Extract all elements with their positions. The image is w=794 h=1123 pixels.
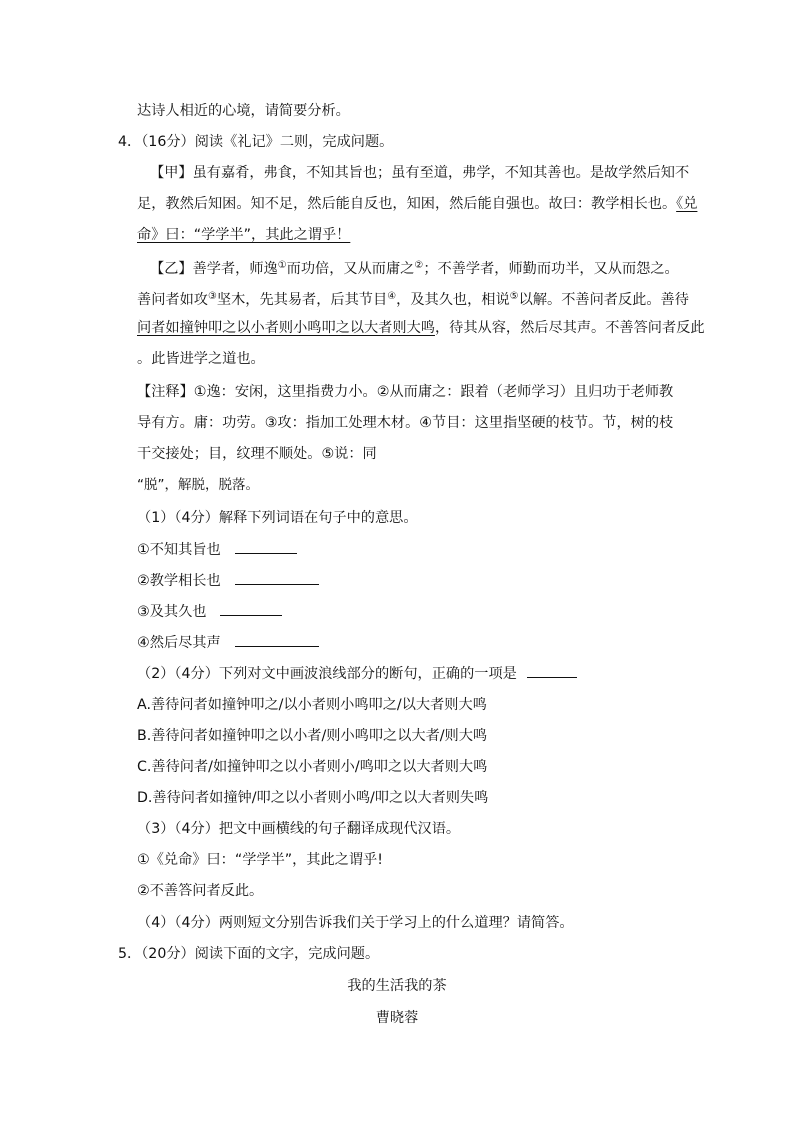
yi-text: 善待 bbox=[660, 292, 689, 308]
sub2-option-b: B.善待问者如撞钟叩之以小者/则小鸣叩之以大者/则大鸣 bbox=[137, 728, 488, 744]
sub4-stem: （4）（4分）两则短文分别告诉我们关于学习上的什么道理？请简答。 bbox=[137, 915, 574, 931]
yi-text: 而功倍，又从而庸之 bbox=[286, 261, 415, 277]
notes-line-1: 【注释】①逸：安闲，这里指费力小。②从而庸之：跟着（老师学习）且归功于老师教 bbox=[137, 384, 674, 400]
sub1-item bbox=[137, 601, 282, 622]
answer-blank[interactable] bbox=[235, 539, 297, 554]
q4-header: 4．（16分）阅读《礼记》二则，完成问题。 bbox=[118, 134, 394, 150]
yi-text: 善问者如攻 bbox=[137, 292, 208, 308]
yi-text: 【乙】善学者，师逸 bbox=[150, 261, 278, 277]
jia-line-3 bbox=[137, 225, 350, 245]
jia-underlined-quote-end: 命》曰：“学学半”，其此之谓乎！ bbox=[137, 227, 351, 243]
yi-text: ，及其久也，相说 bbox=[396, 292, 510, 308]
note-marker-3: ③ bbox=[207, 291, 217, 302]
sub2-stem bbox=[137, 663, 577, 684]
sub3-item-1: ①《兑命》曰：“学学半”，其此之谓乎! bbox=[137, 852, 383, 868]
yi-line-4: 。此皆进学之道也。 bbox=[137, 351, 265, 367]
jia-line-1: 【甲】虽有嘉肴，弗食，不知其旨也；虽有至道，弗学，不知其善也。是故学然后知不 bbox=[150, 165, 690, 181]
sub1-item-text: ③及其久也 bbox=[137, 604, 207, 620]
jia-line-2-text: 足，教然后知困。知不足，然后能自反也，知困，然后能自强也。故曰：教学相长也。 bbox=[137, 196, 677, 212]
sub2-stem-text: （2）（4分）下列对文中画波浪线部分的断句，正确的一项是 bbox=[137, 666, 517, 682]
sub3-stem: （3）（4分）把文中画横线的句子翻译成现代汉语。 bbox=[137, 821, 461, 837]
sub1-item bbox=[137, 539, 297, 560]
yi-line-2 bbox=[137, 287, 689, 310]
yi-text: 以解。 bbox=[518, 292, 562, 308]
yi-text: 坚木，先其易者，后其节目 bbox=[216, 292, 388, 308]
answer-blank[interactable] bbox=[235, 570, 319, 585]
yi-line-3 bbox=[137, 318, 705, 338]
sub1-stem: （1）（4分）解释下列词语在句子中的意思。 bbox=[137, 510, 418, 526]
sub1-item-text: ②教学相长也 bbox=[137, 573, 221, 589]
yi-text: ；不善学者，师勤而功半，又从而怨之。 bbox=[423, 261, 679, 277]
jia-underlined-quote-start: 《兑 bbox=[676, 196, 698, 212]
sub1-item-text: ①不知其旨也 bbox=[137, 542, 221, 558]
notes-line-4: “脱”，解脱，脱落。 bbox=[137, 477, 259, 493]
answer-blank[interactable] bbox=[220, 601, 282, 616]
sub1-item bbox=[137, 570, 319, 591]
q3-tail-line: 达诗人相近的心境，请简要分析。 bbox=[137, 103, 350, 119]
yi-line-1 bbox=[150, 256, 679, 279]
sub1-item bbox=[137, 632, 319, 653]
notes-line-2: 导有方。庸：功劳。③攻：指加工处理木材。④节目：这里指坚硬的枝节。节，树的枝 bbox=[137, 415, 674, 431]
q5-header: 5．（20分）阅读下面的文字，完成问题。 bbox=[118, 946, 380, 962]
note-marker-5: ⑤ bbox=[509, 291, 519, 302]
answer-blank[interactable] bbox=[235, 632, 319, 647]
yi-wavy-underlined-sentence: 问者如撞钟叩之以小者则小鸣叩之以大者则大鸣 bbox=[137, 320, 435, 336]
sub1-item-text: ④然后尽其声 bbox=[137, 635, 221, 651]
sub3-item-2: ②不善答问者反此。 bbox=[137, 883, 264, 899]
note-marker-1: ① bbox=[277, 260, 287, 271]
yi-text: ，待其从容，然后尽其声。不善答问者反此 bbox=[434, 320, 705, 336]
note-marker-4: ④ bbox=[387, 291, 397, 302]
sub2-option-c: C.善待问者/如撞钟叩之以小者则小/鸣叩之以大者则大鸣 bbox=[137, 759, 488, 775]
notes-line-3: 干交接处；目，纹理不顺处。⑤说：同 bbox=[137, 446, 377, 462]
jia-line-2 bbox=[137, 194, 697, 214]
passage-author: 曹晓蓉 bbox=[375, 1010, 419, 1026]
sub2-option-d: D.善待问者如撞钟/叩之以小者则小鸣/叩之以大者则失鸣 bbox=[137, 790, 489, 806]
answer-blank[interactable] bbox=[527, 663, 577, 678]
note-marker-2: ② bbox=[414, 260, 424, 271]
yi-text: 不善问者反此。 bbox=[561, 292, 661, 308]
passage-title: 我的生活我的茶 bbox=[347, 978, 447, 994]
sub2-option-a: A.善待问者如撞钟叩之/以小者则小鸣叩之/以大者则大鸣 bbox=[137, 697, 487, 713]
